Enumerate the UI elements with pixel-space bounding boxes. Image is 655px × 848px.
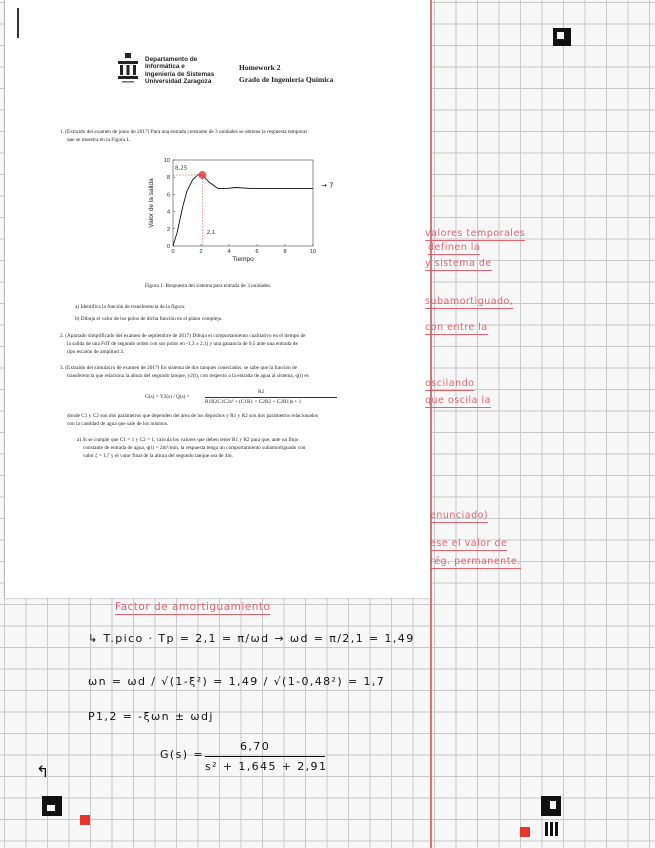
solution-line-3: P1,2 = -ξωn ± ωdj [88,710,214,723]
q3-part-a-3: valor ζ = 1,7 y el valor final de la altura del segundo tanque sea de 4m. [83,453,233,459]
y-axis-label: Valor de la salida [148,178,155,228]
solution-gs-den: s² + 1,645 + 2,91 [205,760,328,773]
pen-mark [17,8,19,38]
margin-line [430,0,432,848]
corner-marker-top-right [553,28,571,46]
q1-intro: 1. (Extraído del examen de junio de 2017) Para una entrada constante de 3 unidades se obtiene la respuesta temporal [60,129,307,135]
plot-frame [173,160,313,246]
figure-caption: Figura 1: Respuesta del sistema para entrada de 3 unidades. [145,283,272,289]
x-axis-label: Tiempo [232,256,254,263]
steady-state-annotation: → 7 [321,181,334,190]
q2-line-1: 2. (Apartado simplificado del examen de septiembre de 2017) Dibuja el comportamiento cualitativo en el tiempo de [60,333,306,339]
corner-marker-bottom-right [541,796,561,816]
solution-line-1: ↳ T.pico · Tp = 2,1 = π/ωd → ωd = π/2,1 = 1,49 [88,632,415,645]
solution-line-2: ωn = ωd / √(1-ξ²) = 1,49 / √(1-0,48²) = 1,7 [88,675,386,688]
y-tick-label: 0 [166,244,170,250]
department-name: Departamento de Informática e Ingeniería de Sistemas Universidad Zaragoza [145,56,215,86]
transfer-function-den: R1R2C1C2s² + (C1R1 + C2R2 + C2R1)s + 1 [205,399,302,405]
y-tick-label: 10 [163,158,170,164]
degree-title: Grado de Ingeniería Química [239,75,334,84]
x-tick-label: 2 [199,249,203,255]
red-note-1: valores temporales [425,228,526,239]
red-note-8: enunciado) [430,510,489,521]
x-tick-label: 4 [227,249,231,255]
red-note-3: y sistema de [425,258,492,269]
red-note-9: ese el valor de [430,538,508,549]
red-note-2: definen la [428,242,481,253]
q2-line-2: la salida de una FdT de segundo orden con sus polos en -1,3 ± 2,1j y una ganancia de 0,5 ante una entrada de [67,341,298,347]
transfer-function-lhs: G(s) = Y2(s) / Q(s) = [145,394,190,400]
y-tick-label: 2 [166,226,170,233]
response-chart [145,152,335,280]
x-tick-label: 6 [255,249,259,255]
red-note-6: oscilando [425,378,475,389]
q2-line-3: tipo escalón de amplitud 3. [67,349,125,355]
red-square-bottom-right [520,827,530,837]
peak-annotation: 8,25 [175,165,188,172]
red-square-bottom-left [80,815,90,825]
q1-part-a: a) Identifica la función de transferencia de la figura. [75,304,186,310]
q3-part-a-1: a) Si se cumple que C1 = 1 y C2 = 1, calcula los valores que deben tener R1 y R2 para que, ante un flujo [77,437,299,443]
homework-title: Homework 2 [239,63,281,72]
q3-line-3: donde C1 y C2 son dos parámetros que dependen del área de los depósitos y R1 y R2 son dos parámetros relacionados [67,413,319,419]
transfer-function-num: R2 [258,389,265,395]
qr-marker [545,822,559,836]
red-note-5: con entre la [425,322,488,333]
corner-marker-bottom-left [42,796,62,816]
peak-time-annotation: 2,1 [206,229,216,236]
q3-line-4: con la cantidad de agua que sale de los mismos. [67,421,169,427]
gs-fraction-bar [205,756,325,757]
q3-part-a-2: constante de entrada de agua, q(t) = 2m³/min, la respuesta tenga un comportamiento subamortiguado con [83,445,306,451]
printed-sheet [5,0,430,598]
q1-part-b: b) Dibuja el valor de los polos de dicha función en el plano complejo. [75,316,223,322]
q3-line-1: 3. (Extraído del simulacro de examen de 2017) En sistema de dos tanques conectados, se sabe que la función de [60,365,297,371]
q3-line-2: transferencia que relaciona la altura del segundo tanque, y2(t), con respecto a la entrada de agua al sistema, q(t) es [67,373,309,379]
red-note-4: subamortiguado, [425,296,514,307]
x-tick-label: 8 [283,249,287,255]
solution-gs-num: 6,70 [240,740,271,753]
solution-gs-label: G(s) = [160,748,204,761]
q1-intro-2: que se muestra en la Figura 1. [67,137,131,143]
y-tick-label: 4 [166,209,170,216]
university-logo-icon [117,52,139,86]
fraction-bar [205,397,337,398]
y-tick-label: 8 [166,175,170,182]
solution-title: Factor de amortiguamiento [115,601,271,613]
response-series-line [173,175,313,246]
x-tick-label: 10 [309,249,317,255]
red-note-10: rég. permanente. [430,556,521,567]
x-tick-label: 0 [171,249,175,255]
y-tick-label: 6 [166,192,170,199]
hand-arrow-mark: ↰ [36,762,50,781]
red-note-7: que oscila la [425,395,491,406]
